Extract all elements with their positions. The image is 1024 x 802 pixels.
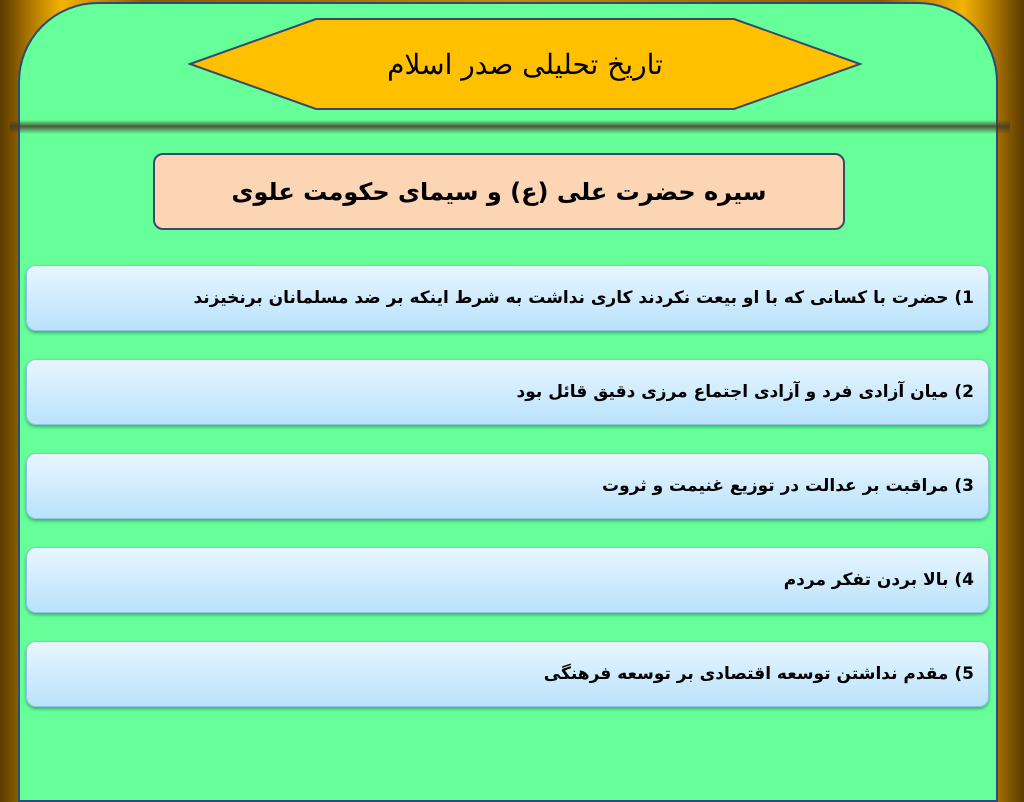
section-heading: سیره حضرت علی (ع) و سیمای حکومت علوی <box>153 153 845 230</box>
title-banner <box>188 17 862 111</box>
divider-shadow <box>10 120 1010 134</box>
list-item: 3) مراقبت بر عدالت در توزیع غنیمت و ثروت <box>26 453 989 519</box>
list-item: 4) بالا بردن تفکر مردم <box>26 547 989 613</box>
list-item: 1) حضرت با کسانی که با او بیعت نکردند کاری نداشت به شرط اینکه بر ضد مسلمانان برنخیزند <box>26 265 989 331</box>
list-item: 2) میان آزادی فرد و آزادی اجتماع مرزی دقیق قائل بود <box>26 359 989 425</box>
list-item: 5) مقدم نداشتن توسعه اقتصادی بر توسعه فرهنگی <box>26 641 989 707</box>
page-title: تاریخ تحلیلی صدر اسلام <box>387 47 663 81</box>
